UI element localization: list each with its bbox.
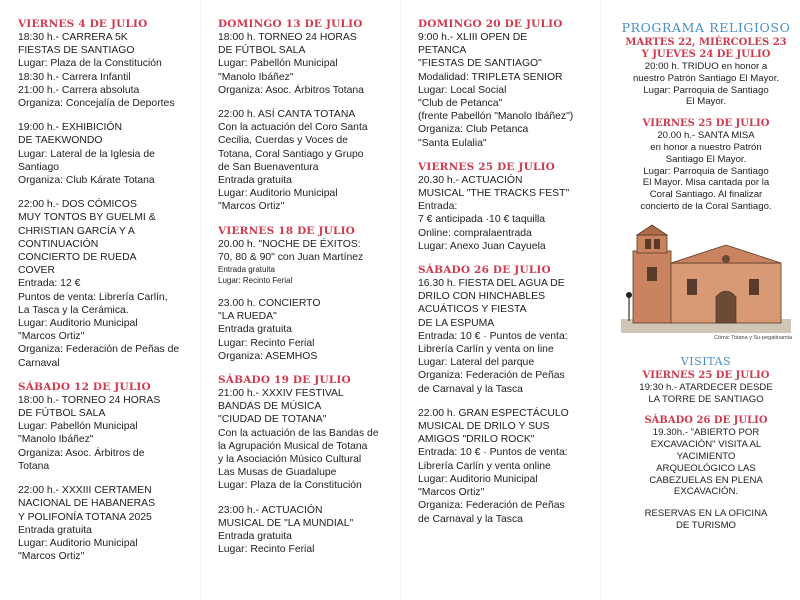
event-line: 18:30 h.- Carrera Infantil [18,71,131,83]
event-line: 23:00 h.- ACTUACIÓN [218,504,323,516]
event-line: de Carnaval y la Tasca [418,383,523,395]
event-line: CABEZUELAS EN PLENA [649,474,763,486]
event-line: MUSICAL "THE TRACKS FEST" [418,188,570,200]
event-line: PETANCA [418,45,467,57]
event-line: "Marcos Ortiz" [418,487,485,499]
event-line: Entrada: 10 € · Puntos de venta: [418,330,568,342]
event-block [218,374,400,493]
event-line: Organiza: Concejalía de Deportes [18,98,175,110]
religious-visits-column [600,0,800,600]
event-line: Santiago [18,161,60,173]
event-line: "Santa Eulalia" [418,137,487,149]
event-line: "Manolo Ibáñez" [18,434,94,446]
event-block [18,381,200,473]
event-date-heading: MARTES 22, MIÉRCOLES 23 [625,37,787,48]
program-column-2 [200,0,400,600]
event-line: 70, 80 & 90" con Juan Martínez [218,251,364,263]
event-line: 20.00 h. "NOCHE DE ÉXITOS: [218,238,361,250]
event-line: Coral Santiago. Al finalizar [649,189,763,201]
event-date-heading: VIERNES 25 DE JULIO [642,369,770,381]
event-line: NACIONAL DE HABANERAS [18,498,156,510]
event-block [18,198,200,370]
event-line: DRILO CON HINCHABLES [418,291,546,303]
program-column-1 [0,0,200,600]
event-block [612,508,800,532]
event-line: DE TAEKWONDO [18,135,103,147]
event-line: Lugar: Pabellón Municipal [18,421,138,433]
event-line: Entrada gratuita [18,524,92,536]
illustration-caption: Cómic Totana y Su-pegatinamia [714,334,792,341]
event-line: YACIMIENTO [676,450,736,462]
event-block [418,407,600,526]
event-line: concierto de la Coral Santiago. [640,200,772,212]
event-line: Organiza: Club Petanca [418,124,529,136]
event-line: Lugar: Plaza de la Constitución [218,480,362,492]
event-line: Online: compralaentrada [418,227,532,239]
event-line: DE LA ESPUMA [418,317,495,329]
event-line: 20:00 h. TRIDUO en honor a [644,61,768,72]
event-line: Organiza: Club Kárate Totana [18,175,155,187]
event-line: EXCAVACIÓN. [673,486,739,498]
event-block [18,121,200,187]
event-line: Lugar: Plaza de la Constitución [18,58,162,70]
event-line: MUSICAL DE "LA MUNDIAL" [218,517,354,529]
event-line: Lugar: Parroquia de Santiago [643,84,769,96]
event-line: "Marcos Ortiz" [18,551,85,563]
event-line: 19:30 h.- ATARDECER DESDE [639,381,773,393]
event-line: La Tasca y la Cerámica. [18,304,129,316]
event-line: Organiza: Federación de Peñas de [18,344,180,356]
event-line: Y POLIFONÍA TOTANA 2025 [18,511,152,523]
event-line: Modalidad: TRIPLETA SENIOR [418,71,563,83]
event-date-heading: VIERNES 4 DE JULIO [18,18,148,30]
event-line: 19:00 h.- EXHIBICIÓN [18,122,122,134]
event-line: Entrada: 10 € · Puntos de venta: [418,447,568,459]
event-line: Totana, Coral Santiago y Grupo [218,148,364,160]
event-date-heading: SÁBADO 12 DE JULIO [18,380,151,393]
event-line: Santiago El Mayor. [665,153,747,165]
event-date-heading: DOMINGO 20 DE JULIO [418,18,563,30]
event-line: (frente Pabellón "Manolo Ibáñez") [418,111,574,123]
event-line: MUSICAL DE DRILO Y SUS [418,421,550,433]
event-line: 9:00 h.- XLIII OPEN DE [418,32,528,43]
event-line: 16.30 h. FIESTA DEL AGUA DE [418,278,565,290]
event-line: FIESTAS DE SANTIAGO [18,45,135,57]
event-date-heading: DOMINGO 13 DE JULIO [218,18,363,30]
event-line: Librería Carlín y venta online [418,460,551,472]
event-line: AMIGOS "DRILO ROCK" [418,434,535,446]
visits-events [612,370,800,532]
event-date-heading: SÁBADO 19 DE JULIO [218,374,351,387]
event-line: 21:00 h.- XXXIV FESTIVAL [218,388,344,400]
event-line: LA TORRE DE SANTIAGO [648,393,764,405]
event-line: 18:00 h. TORNEO 24 HORAS [218,32,357,43]
event-line: CHRISTIAN GARCÍA Y A [18,225,135,237]
event-line: BANDAS DE MÚSICA [218,401,322,413]
event-line: Entrada gratuita [218,265,275,275]
event-line: 18:30 h.- CARRERA 5K [18,32,128,43]
event-line: en honor a nuestro Patrón [650,141,762,153]
event-line: Con la actuación de las Bandas de [218,427,379,439]
event-line: y la Asociación Músico Cultural [218,454,362,466]
event-block [418,18,600,150]
event-block [612,370,800,406]
event-line: Lugar: Auditorio Municipal [418,473,538,485]
event-block [218,225,400,286]
event-line: Entrada gratuita [218,324,292,336]
event-date-heading: VIERNES 25 DE JULIO [642,118,770,130]
event-block [218,18,400,97]
event-block [612,415,800,498]
event-line: Lugar: Lateral del parque [418,357,535,369]
event-line: 7 € anticipada ·10 € taquilla [418,214,546,226]
event-line: Organiza: Asoc. Árbitros de [18,447,145,459]
event-line: "Marcos Ortiz" [218,201,285,213]
event-line: Con la actuación del Coro Santa [218,122,368,134]
program-column-3 [400,0,600,600]
event-line: Organiza: Federación de Peñas [418,370,565,382]
event-line: Entrada gratuita [218,531,292,543]
event-line: "Manolo Ibáñez" [218,71,294,83]
event-line: Organiza: Federación de Peñas [418,500,565,512]
event-date-heading: VIERNES 25 DE JULIO [418,160,556,173]
event-line: 22:00 h. ASÍ CANTA TOTANA [218,109,356,121]
event-block [612,37,800,108]
event-line: 22.00 h. GRAN ESPECTÁCULO [418,407,569,419]
event-line: EXCAVACIÓN" VISITA AL [650,439,762,451]
event-line: COVER [18,265,55,277]
church-illustration [621,223,791,333]
event-line: de Carnaval y la Tasca [418,513,523,525]
event-line: "LA RUEDA" [218,311,277,323]
event-block [418,264,600,396]
event-block [218,108,400,214]
event-line: Lugar: Auditorio Municipal [18,537,138,549]
event-line: Entrada: [418,201,458,213]
event-line: El Mayor. Misa cantada por la [642,177,770,189]
event-line: Entrada gratuita [218,175,292,187]
event-block [418,161,600,253]
event-line: Lugar: Parroquia de Santiago [643,165,769,177]
event-line: RESERVAS EN LA OFICINA [644,508,768,520]
event-date-heading: VIERNES 18 DE JULIO [218,224,356,237]
event-block [18,484,200,563]
event-line: ARQUEOLÓGICO LAS [656,462,756,474]
event-line: "CIUDAD DE TOTANA" [218,414,327,426]
event-line: Lugar: Recinto Ferial [218,544,315,556]
visits-title: VISITAS [680,354,732,368]
event-line: Lugar: Pabellón Municipal [218,58,338,70]
event-line: El Mayor. [686,96,726,108]
event-line: 18:00 h.- TORNEO 24 HORAS [18,394,161,406]
event-line: Las Musas de Guadalupe [218,467,337,479]
event-line: 19.30h.- "ABIERTO POR [652,427,760,439]
event-line: Lugar: Local Social [418,84,507,96]
event-line: CONTINUACIÓN [18,238,99,250]
event-line: DE FÚTBOL SALA [18,408,106,420]
event-line: "Marcos Ortiz" [18,331,85,343]
event-line: Cecilia, Cuerdas y Voces de [218,135,348,147]
event-line: Lugar: Auditorio Municipal [18,318,138,330]
religious-program-title: PROGRAMA RELIGIOSO [621,20,791,35]
event-line: DE FÚTBOL SALA [218,45,306,57]
event-line: ACUÁTICOS Y FIESTA [418,304,527,316]
event-line: 20.30 h.- ACTUACIÓN [418,174,523,186]
event-block [218,297,400,363]
event-line: Puntos de venta: Librería Carlín, [18,291,168,303]
event-line: Entrada: 12 € [18,278,81,290]
event-line: Organiza: Asoc. Árbitros Totana [218,84,364,96]
event-line: DE TURISMO [675,519,737,531]
event-line: Lugar: Auditorio Municipal [218,188,338,200]
event-line: de San Buenaventura [218,161,319,173]
event-line: Totana [18,460,50,472]
event-line: Organiza: ASEMHOS [218,350,318,362]
event-line: "Club de Petanca" [418,98,503,110]
event-line: MUY TONTOS BY GUELMI & [18,212,156,224]
religious-events [612,37,800,213]
event-line: 22:00 h.- DOS CÓMICOS [18,199,137,211]
event-line: Lugar: Recinto Ferial [218,276,293,286]
event-line: Librería Carlín y venta on line [418,344,554,356]
event-line: Lugar: Lateral de la Iglesia de [18,148,155,160]
event-line: 21:00 h.- Carrera absoluta [18,84,140,96]
event-line: "FIESTAS DE SANTIAGO" [418,58,542,70]
event-line: la Agrupación Musical de Totana [218,440,368,452]
event-block [218,504,400,557]
event-line: 23.00 h. CONCIERTO [218,298,321,310]
event-block [612,118,800,213]
event-line: Lugar: Recinto Ferial [218,337,315,349]
event-date-heading: SÁBADO 26 DE JULIO [418,264,551,277]
event-line: Carnaval [18,357,60,369]
event-line: CONCIERTO DE RUEDA [18,252,137,264]
event-line: nuestro Patrón Santiago El Mayor. [632,72,780,84]
event-date-heading: Y JUEVES 24 DE JULIO [641,49,771,60]
event-line: 22:00 h.- XXXIII CERTAMEN [18,485,152,497]
event-line: 20.00 h.- SANTA MISA [657,130,755,142]
event-block [18,18,200,110]
event-date-heading: SÁBADO 26 DE JULIO [644,415,768,427]
event-line: Lugar: Anexo Juan Cayuela [418,240,546,252]
